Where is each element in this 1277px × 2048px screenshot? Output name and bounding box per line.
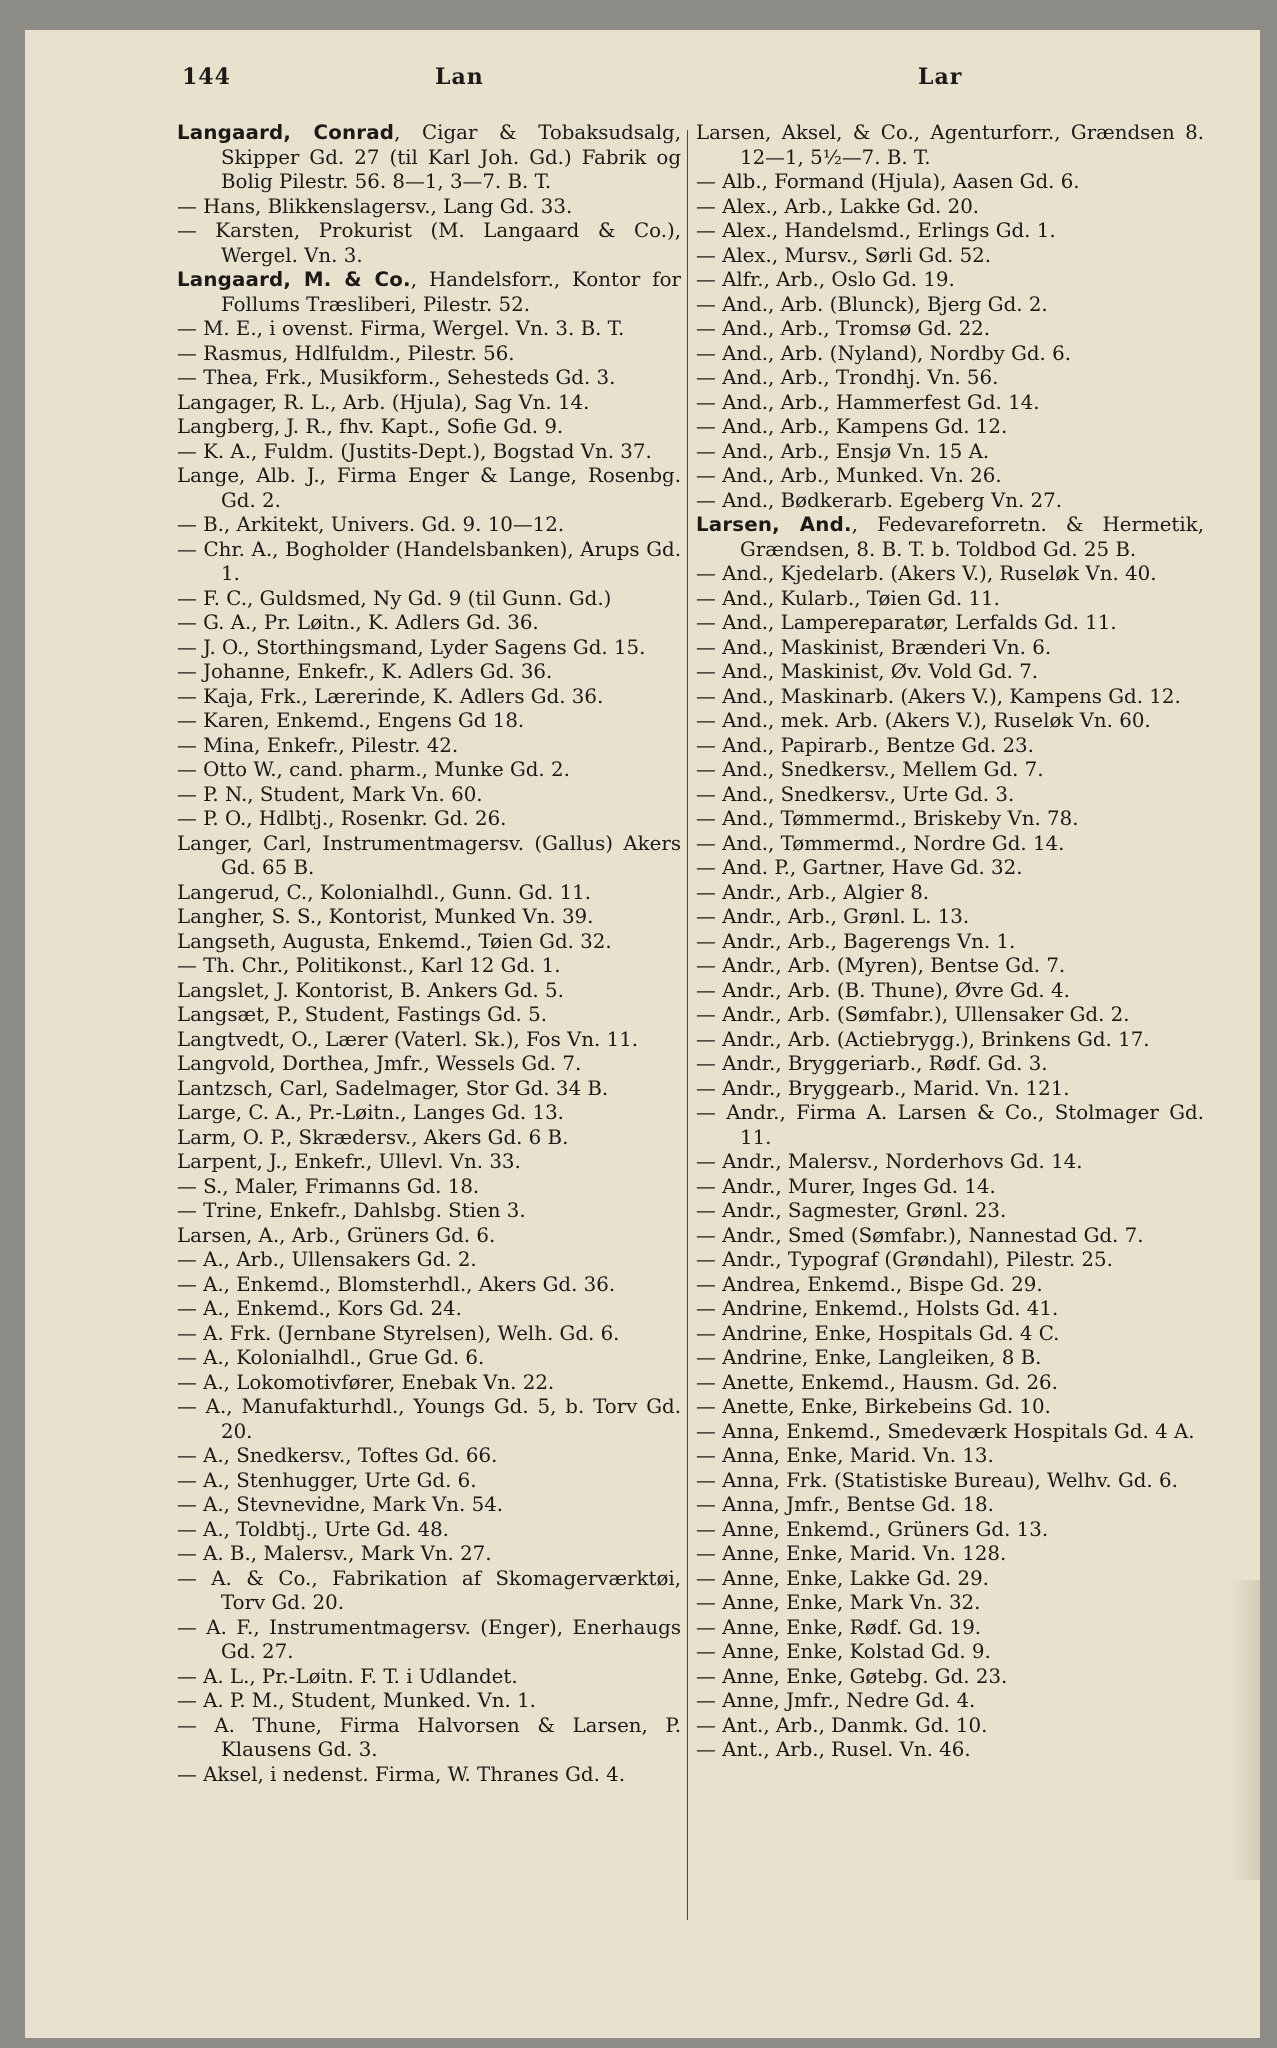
directory-entry [696,121,1204,170]
directory-entry [696,709,1204,734]
page-number: 144 [182,64,231,90]
entry-text: — Anna, Enkemd., Smedeværk Hospitals Gd. 4 A. [696,1419,1195,1443]
entry-text: — A., Kolonialhdl., Grue Gd. 6. [177,1346,485,1369]
entry-text: — Anette, Enke, Birkebeins Gd. 10. [696,1395,1051,1418]
directory-entry [177,905,681,930]
entry-text: — Andr., Bryggeriarb., Rødf. Gd. 3. [696,1052,1048,1075]
directory-entry [177,1395,681,1444]
entry-text: — Anne, Enkemd., Grüners Gd. 13. [696,1517,1049,1541]
entry-text: Langager, R. L., Arb. (Hjula), Sag Vn. 14. [177,390,590,414]
directory-entry [696,587,1204,612]
entry-text: — And., mek. Arb. (Akers V.), Ruseløk Vn. 60. [696,709,1151,732]
entry-text: — Andr., Firma A. Larsen & Co., Stolmager Gd. 11. [696,1101,1204,1149]
directory-entry [177,954,681,979]
entry-text: Larsen, A., Arb., Grüners Gd. 6. [177,1223,496,1247]
page-edge-shadow [1230,1580,1260,1880]
entry-text: — F. C., Guldsmed, Ny Gd. 9 (til Gunn. Gd.) [177,586,612,610]
entry-text: — Anne, Enke, Mark Vn. 32. [696,1591,981,1614]
entry-text: Langberg, J. R., fhv. Kapt., Sofie Gd. 9. [177,415,564,438]
entry-text: Lange, Alb. J., Firma Enger & Lange, Rosenbg. Gd. 2. [177,464,681,512]
directory-entry [696,954,1204,979]
directory-entry [696,1371,1204,1396]
entry-text: — G. A., Pr. Løitn., K. Adlers Gd. 36. [177,611,539,634]
directory-entry [177,1077,681,1102]
right-column [696,121,1204,1763]
entry-text: — A. L., Pr.-Løitn. F. T. i Udlandet. [177,1664,518,1688]
entry-text: Langslet, J. Kontorist, B. Ankers Gd. 5. [177,978,564,1002]
entry-text: — Andr., Arb. (Sømfabr.), Ullensaker Gd. 2. [696,1003,1130,1026]
directory-entry [696,170,1204,195]
directory-entry [177,930,681,955]
entry-text: — Alex., Mursv., Sørli Gd. 52. [696,243,992,267]
directory-entry [177,611,681,636]
directory-entry [696,685,1204,710]
entry-text: — A. B., Malersv., Mark Vn. 27. [177,1542,492,1565]
entry-text: — Andr., Smed (Sømfabr.), Nannestad Gd. 7. [696,1223,1144,1247]
directory-entry [696,1689,1204,1714]
directory-entry [696,1322,1204,1347]
directory-entry [177,807,681,832]
directory-entry [177,1199,681,1224]
directory-entry [696,293,1204,318]
directory-entry [696,1518,1204,1543]
directory-entry [696,1273,1204,1298]
directory-entry [177,587,681,612]
column-divider [687,130,688,1920]
entry-text: — And., Tømmermd., Nordre Gd. 14. [696,831,1065,855]
entry-text: Langseth, Augusta, Enkemd., Tøien Gd. 32. [177,929,612,953]
directory-entry [177,1763,681,1788]
entry-text: — Anna, Frk. (Statistiske Bureau), Welhv. Gd. 6. [696,1468,1178,1492]
entry-text: — And., Maskinarb. (Akers V.), Kampens Gd. 12. [696,684,1181,708]
directory-entry [177,1346,681,1371]
entry-text: — Kaja, Frk., Lærerinde, K. Adlers Gd. 36. [177,684,604,708]
directory-entry [177,1714,681,1763]
directory-entry [696,342,1204,367]
entry-text: — A., Stenhugger, Urte Gd. 6. [177,1468,477,1492]
directory-entry [177,1028,681,1053]
entry-text: — And., Arb. (Nyland), Nordby Gd. 6. [696,341,1071,365]
entry-text: — Alex., Handelsmd., Erlings Gd. 1. [696,219,1056,242]
directory-entry [696,268,1204,293]
directory-entry [177,734,681,759]
directory-entry [696,881,1204,906]
directory-entry [696,930,1204,955]
entry-bold-name: Langaard, Conrad [177,121,395,144]
directory-entry [177,1444,681,1469]
directory-entry [177,1665,681,1690]
directory-entry [177,1616,681,1665]
entry-text: — A., Enkemd., Kors Gd. 24. [177,1297,462,1320]
directory-entry [696,832,1204,857]
directory-entry [177,1493,681,1518]
directory-entry [177,513,681,538]
entry-text: — Andr., Murer, Inges Gd. 14. [696,1174,996,1198]
directory-entry [177,415,681,440]
directory-entry [696,489,1204,514]
left-running-head: Lan [435,64,484,90]
directory-entry [177,1150,681,1175]
entry-text: — Alfr., Arb., Oslo Gd. 19. [696,268,955,291]
directory-page [25,30,1260,2038]
directory-entry [177,636,681,661]
entry-text: — Karen, Enkemd., Engens Gd 18. [177,709,525,732]
directory-entry [696,219,1204,244]
directory-entry [177,195,681,220]
entry-text: — Andr., Typograf (Grøndahl), Pilestr. 25. [696,1248,1113,1271]
directory-entry [177,979,681,1004]
entry-text: Langtvedt, O., Lærer (Vaterl. Sk.), Fos Vn. 11. [177,1027,639,1051]
directory-entry [696,1077,1204,1102]
right-running-head: Lar [918,64,963,90]
entry-text: — Andr., Arb. (Actiebrygg.), Brinkens Gd. 17. [696,1027,1150,1051]
directory-entry [696,1175,1204,1200]
entry-text: — Andr., Malersv., Norderhovs Gd. 14. [696,1150,1083,1173]
entry-text: — A. P. M., Student, Munked. Vn. 1. [177,1689,536,1712]
directory-entry [177,219,681,268]
entry-text: , Fedevareforretn. & Hermetik, Grændsen, 8. B. T. b. Toldbod Gd. 25 B. [740,513,1204,561]
directory-entry [696,1101,1204,1150]
entry-text: — Anna, Jmfr., Bentse Gd. 18. [696,1493,994,1516]
entry-text: — Trine, Enkefr., Dahlsbg. Stien 3. [177,1199,526,1222]
directory-entry [177,832,681,881]
directory-entry [177,783,681,808]
entry-text: — And., Maskinist, Brænderi Vn. 6. [696,635,1052,659]
entry-text: — Alb., Formand (Hjula), Aasen Gd. 6. [696,170,1080,193]
directory-entry [696,1199,1204,1224]
entry-text: — Anette, Enkemd., Hausm. Gd. 26. [696,1370,1058,1394]
entry-text: — Rasmus, Hdlfuldm., Pilestr. 56. [177,341,515,365]
entry-text: — Anne, Enke, Rødf. Gd. 19. [696,1615,982,1639]
entry-text: — Karsten, Prokurist (M. Langaard & Co.), Wergel. Vn. 3. [177,219,681,267]
entry-text: — Anne, Enke, Marid. Vn. 128. [696,1542,1007,1565]
directory-entry [177,1689,681,1714]
directory-entry [696,1297,1204,1322]
entry-text: — And., Arb., Trondhj. Vn. 56. [696,366,999,389]
directory-entry [696,1640,1204,1665]
directory-entry [696,1052,1204,1077]
directory-entry [696,1003,1204,1028]
directory-entry [177,1101,681,1126]
entry-text: — A. & Co., Fabrikation af Skomagerværktøi, Torv Gd. 20. [177,1566,681,1614]
entry-text: — Andr., Sagmester, Grønl. 23. [696,1199,1007,1222]
entry-text: — Anne, Enke, Gøtebg. Gd. 23. [696,1664,1008,1688]
directory-entry [696,783,1204,808]
directory-entry [696,1150,1204,1175]
entry-text: Larpent, J., Enkefr., Ullevl. Vn. 33. [177,1150,521,1173]
entry-text: — Chr. A., Bogholder (Handelsbanken), Arups Gd. 1. [177,537,681,585]
entry-text: — Ant., Arb., Danmk. Gd. 10. [696,1713,988,1737]
entry-text: — And., Bødkerarb. Egeberg Vn. 27. [696,488,1063,512]
directory-entry [177,440,681,465]
entry-text: Larm, O. P., Skrædersv., Akers Gd. 6 B. [177,1125,569,1149]
entry-text: , Cigar & Tobaksudsalg, Skipper Gd. 27 (til Karl Joh. Gd.) Fabrik og Bolig Pilestr. 56. 8—1, 3—7. B. T. [221,121,681,193]
directory-entry [177,1224,681,1249]
entry-text: — Andr., Arb. (B. Thune), Øvre Gd. 4. [696,978,1070,1002]
entry-text: Langer, Carl, Instrumentmagersv. (Gallus) Akers Gd. 65 B. [177,831,681,879]
directory-entry [696,391,1204,416]
directory-entry [177,685,681,710]
directory-entry [696,1224,1204,1249]
entry-text: — And., Arb., Kampens Gd. 12. [696,415,1008,438]
directory-entry [696,1542,1204,1567]
entry-text: — Anne, Jmfr., Nedre Gd. 4. [696,1689,976,1712]
entry-text: Langher, S. S., Kontorist, Munked Vn. 39. [177,905,594,928]
directory-entry [177,317,681,342]
entry-text: — Ant., Arb., Rusel. Vn. 46. [696,1738,971,1761]
entry-text: — And., Kjedelarb. (Akers V.), Ruseløk Vn. 40. [696,562,1157,585]
entry-text: — A. Thune, Firma Halvorsen & Larsen, P. Klausens Gd. 3. [177,1713,681,1761]
directory-entry [696,1591,1204,1616]
entry-bold-name: Larsen, And. [696,513,852,536]
directory-entry [177,758,681,783]
directory-entry [696,734,1204,759]
entry-text: — B., Arkitekt, Univers. Gd. 9. 10—12. [177,513,565,536]
entry-text: — A., Toldbtj., Urte Gd. 48. [177,1517,449,1541]
entry-text: — P. N., Student, Mark Vn. 60. [177,782,483,806]
directory-entry [696,1469,1204,1494]
entry-text: Langerud, C., Kolonialhdl., Gunn. Gd. 11. [177,880,592,904]
entry-text: — And., Papirarb., Bentze Gd. 23. [696,733,1034,757]
directory-entry [177,881,681,906]
entry-text: — Th. Chr., Politikonst., Karl 12 Gd. 1. [177,954,561,977]
directory-entry [177,660,681,685]
directory-entry [177,1175,681,1200]
entry-text: — A., Lokomotivfører, Enebak Vn. 22. [177,1370,555,1394]
entry-text: — And., Tømmermd., Briskeby Vn. 78. [696,807,1079,830]
directory-entry [696,979,1204,1004]
directory-entry [696,611,1204,636]
directory-entry [696,905,1204,930]
entry-text: Large, C. A., Pr.-Løitn., Langes Gd. 13. [177,1101,564,1124]
entry-text: — And., Snedkersv., Urte Gd. 3. [696,782,1015,806]
entry-text: — Johanne, Enkefr., K. Adlers Gd. 36. [177,660,553,683]
directory-entry [177,1542,681,1567]
entry-text: — A., Arb., Ullensakers Gd. 2. [177,1248,477,1271]
directory-entry [696,317,1204,342]
directory-entry [177,538,681,587]
directory-entry [696,758,1204,783]
entry-text: Langvold, Dorthea, Jmfr., Wessels Gd. 7. [177,1052,582,1075]
entry-text: — A., Snedkersv., Toftes Gd. 66. [177,1444,498,1467]
directory-entry [696,1616,1204,1641]
entry-text: — Anne, Enke, Kolstad Gd. 9. [696,1640,991,1663]
directory-entry [696,1444,1204,1469]
entry-text: — And., Arb. (Blunck), Bjerg Gd. 2. [696,292,1048,316]
entry-text: — And., Arb., Tromsø Gd. 22. [696,317,991,340]
directory-entry [177,1003,681,1028]
directory-entry [177,464,681,513]
directory-entry [177,709,681,734]
entry-text: — Andrine, Enke, Hospitals Gd. 4 C. [696,1321,1060,1345]
entry-text: Lantzsch, Carl, Sadelmager, Stor Gd. 34 B. [177,1076,609,1100]
directory-entry [177,1297,681,1322]
entry-text: — P. O., Hdlbtj., Rosenkr. Gd. 26. [177,807,507,830]
directory-entry [696,440,1204,465]
directory-entry [696,1420,1204,1445]
entry-bold-name: Langaard, M. & Co. [177,268,411,291]
entry-text: — And., Arb., Hammerfest Gd. 14. [696,390,1040,414]
directory-entry [177,1518,681,1543]
entry-text: — And., Arb., Ensjø Vn. 15 A. [696,439,990,463]
entry-text: — And., Maskinist, Øv. Vold Gd. 7. [696,660,1039,683]
entry-text: — Aksel, i nedenst. Firma, W. Thranes Gd. 4. [177,1762,626,1786]
entry-text: — Andr., Arb., Grønl. L. 13. [696,905,970,928]
entry-text: — A., Manufakturhdl., Youngs Gd. 5, b. Torv Gd. 20. [177,1395,681,1443]
entry-text: — And. P., Gartner, Have Gd. 32. [696,856,1023,879]
directory-entry [696,1714,1204,1739]
entry-text: Langsæt, P., Student, Fastings Gd. 5. [177,1003,547,1026]
directory-entry [696,464,1204,489]
entry-text: — Otto W., cand. pharm., Munke Gd. 2. [177,758,570,781]
entry-text: — And., Snedkersv., Mellem Gd. 7. [696,758,1044,781]
entry-text: — A. F., Instrumentmagersv. (Enger), Enerhaugs Gd. 27. [177,1615,681,1663]
left-column [177,121,681,1787]
directory-entry [696,1028,1204,1053]
entry-text: — A., Stevnevidne, Mark Vn. 54. [177,1493,504,1516]
directory-entry [696,1248,1204,1273]
entry-text: — Thea, Frk., Musikform., Sehesteds Gd. 3. [177,366,616,389]
entry-text: — Anne, Enke, Lakke Gd. 29. [696,1566,989,1590]
entry-text: — Andr., Arb., Algier 8. [696,880,930,904]
entry-text: — Andr., Arb. (Myren), Bentse Gd. 7. [696,954,1066,977]
entry-text: — J. O., Storthingsmand, Lyder Sagens Gd. 15. [177,635,646,659]
directory-entry [177,1248,681,1273]
directory-entry [696,1567,1204,1592]
entry-text: — Andrine, Enkemd., Holsts Gd. 41. [696,1297,1059,1320]
directory-entry [177,366,681,391]
entry-text: — M. E., i ovenst. Firma, Wergel. Vn. 3. B. T. [177,317,625,340]
entry-text: — Andrine, Enke, Langleiken, 8 B. [696,1346,1042,1369]
entry-text: — Anna, Enke, Marid. Vn. 13. [696,1444,994,1467]
directory-entry [177,1052,681,1077]
entry-text: — A., Enkemd., Blomsterhdl., Akers Gd. 36. [177,1272,616,1296]
directory-entry [177,121,681,195]
entry-text: — Andr., Arb., Bagerengs Vn. 1. [696,929,1016,953]
entry-text: — And., Kularb., Tøien Gd. 11. [696,586,1000,610]
directory-entry [177,1322,681,1347]
entry-text: Larsen, Aksel, & Co., Agenturforr., Grændsen 8. 12—1, 5½—7. B. T. [696,121,1204,169]
entry-text: — Mina, Enkefr., Pilestr. 42. [177,733,459,757]
directory-entry [696,415,1204,440]
entry-text: — And., Arb., Munked. Vn. 26. [696,464,1002,487]
directory-entry [696,1665,1204,1690]
directory-entry [177,1567,681,1616]
entry-text: — Andrea, Enkemd., Bispe Gd. 29. [696,1272,1043,1296]
directory-entry [177,268,681,317]
directory-entry [696,807,1204,832]
directory-entry [696,660,1204,685]
directory-entry [177,342,681,367]
entry-text: — Hans, Blikkenslagersv., Lang Gd. 33. [177,194,573,218]
directory-entry [696,1738,1204,1763]
entry-text: — And., Lampereparatør, Lerfalds Gd. 11. [696,611,1117,634]
directory-entry [696,856,1204,881]
directory-entry [696,562,1204,587]
directory-entry [696,1346,1204,1371]
directory-entry [696,636,1204,661]
directory-entry [177,1273,681,1298]
directory-entry [696,1493,1204,1518]
entry-text: , Handelsforr., Kontor for Follums Træsliberi, Pilestr. 52. [221,268,681,316]
directory-entry [177,391,681,416]
entry-text: — S., Maler, Frimanns Gd. 18. [177,1174,480,1198]
directory-entry [177,1371,681,1396]
entry-text: — K. A., Fuldm. (Justits-Dept.), Bogstad Vn. 37. [177,439,652,463]
directory-entry [177,1469,681,1494]
directory-entry [696,1395,1204,1420]
entry-text: — A. Frk. (Jernbane Styrelsen), Welh. Gd. 6. [177,1321,620,1345]
entry-text: — Alex., Arb., Lakke Gd. 20. [696,194,980,218]
entry-text: — Andr., Bryggearb., Marid. Vn. 121. [696,1076,1070,1100]
directory-entry [696,195,1204,220]
directory-entry [696,366,1204,391]
directory-entry [696,244,1204,269]
directory-entry [177,1126,681,1151]
directory-entry [696,513,1204,562]
